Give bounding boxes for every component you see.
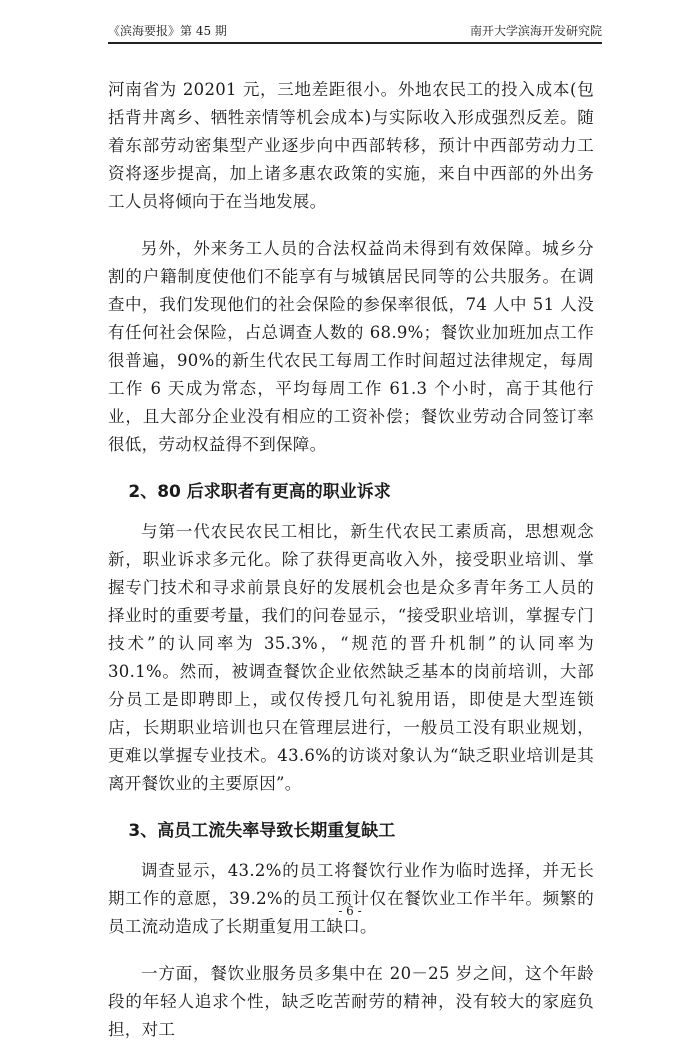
paragraph-career-demands: 与第一代农民农民工相比，新生代农民工素质高，思想观念新，职业诉求多元化。除了获得更高收入外，接受职业培训、掌握专门技术和寻求前景良好的发展机会也是众多青年务工人员的择业时的重要考量，我们的问卷显示，“接受职业培训，掌握专门技术”的认同率为 35.3%，“规范的晋升机制”的认同率为 30.1%。然而，被调查餐饮企业依然缺乏基本的岗前培训，大部分员工是即聘即上，或仅传授几句礼貌用语，即使是大型连锁店，长期职业培训也只在管理层进行，一般员工没有职业规划，更难以掌握专业技术。43.6%的访谈对象认为“缺乏职业培训是其离开餐饮业的主要原因”。 [108, 522, 594, 793]
page-number: - 6 - [338, 904, 362, 918]
paragraph-turnover: 调查显示，43.2%的员工将餐饮行业作为临时选择，并无长期工作的意愿，39.2%的员工预计仅在餐饮业工作半年。频繁的员工流动造成了长期重复用工缺口。 [108, 861, 594, 936]
section-heading-career-demands: 2、80 后求职者有更高的职业诉求 [128, 482, 391, 502]
paragraph-rights-protection: 另外，外来务工人员的合法权益尚未得到有效保障。城乡分割的户籍制度使他们不能享有与城镇居民同等的公共服务。在调查中，我们发现他们的社会保险的参保率很低，74 人中 51 人没有任何社会保险，占总调查人数的 68.9%；餐饮业加班加点工作很普遍，90%的新生代农民工每周工作时间超过法律规定，每周工作 6 天成为常态，平均每周工作 61.3 个小时，高于其他行业，且大部分企业没有相应的工资补偿；餐饮业劳动合同签订率很低，劳动权益得不到保障。 [108, 239, 594, 454]
running-header [108, 20, 602, 44]
paragraph-income-gap: 河南省为 20201 元，三地差距很小。外地农民工的投入成本(包括背井离乡、牺牲亲情等机会成本)与实际收入形成强烈反差。随着东部劳动密集型产业逐步向中西部转移，预计中西部劳动力工资将逐步提高，加上诸多惠农政策的实施，来自中西部的外出务工人员将倾向于在当地发展。 [108, 80, 594, 211]
section-heading-turnover: 3、高员工流失率导致长期重复缺工 [128, 821, 396, 841]
header-institution: 南开大学滨海开发研究院 [469, 24, 602, 38]
header-publication-issue: 《滨海要报》第 45 期 [108, 24, 227, 38]
paragraph-young-workers: 一方面，餐饮业服务员多集中在 20－25 岁之间，这个年龄段的年轻人追求个性，缺乏吃苦耐劳的精神，没有较大的家庭负担，对工 [108, 964, 594, 1039]
